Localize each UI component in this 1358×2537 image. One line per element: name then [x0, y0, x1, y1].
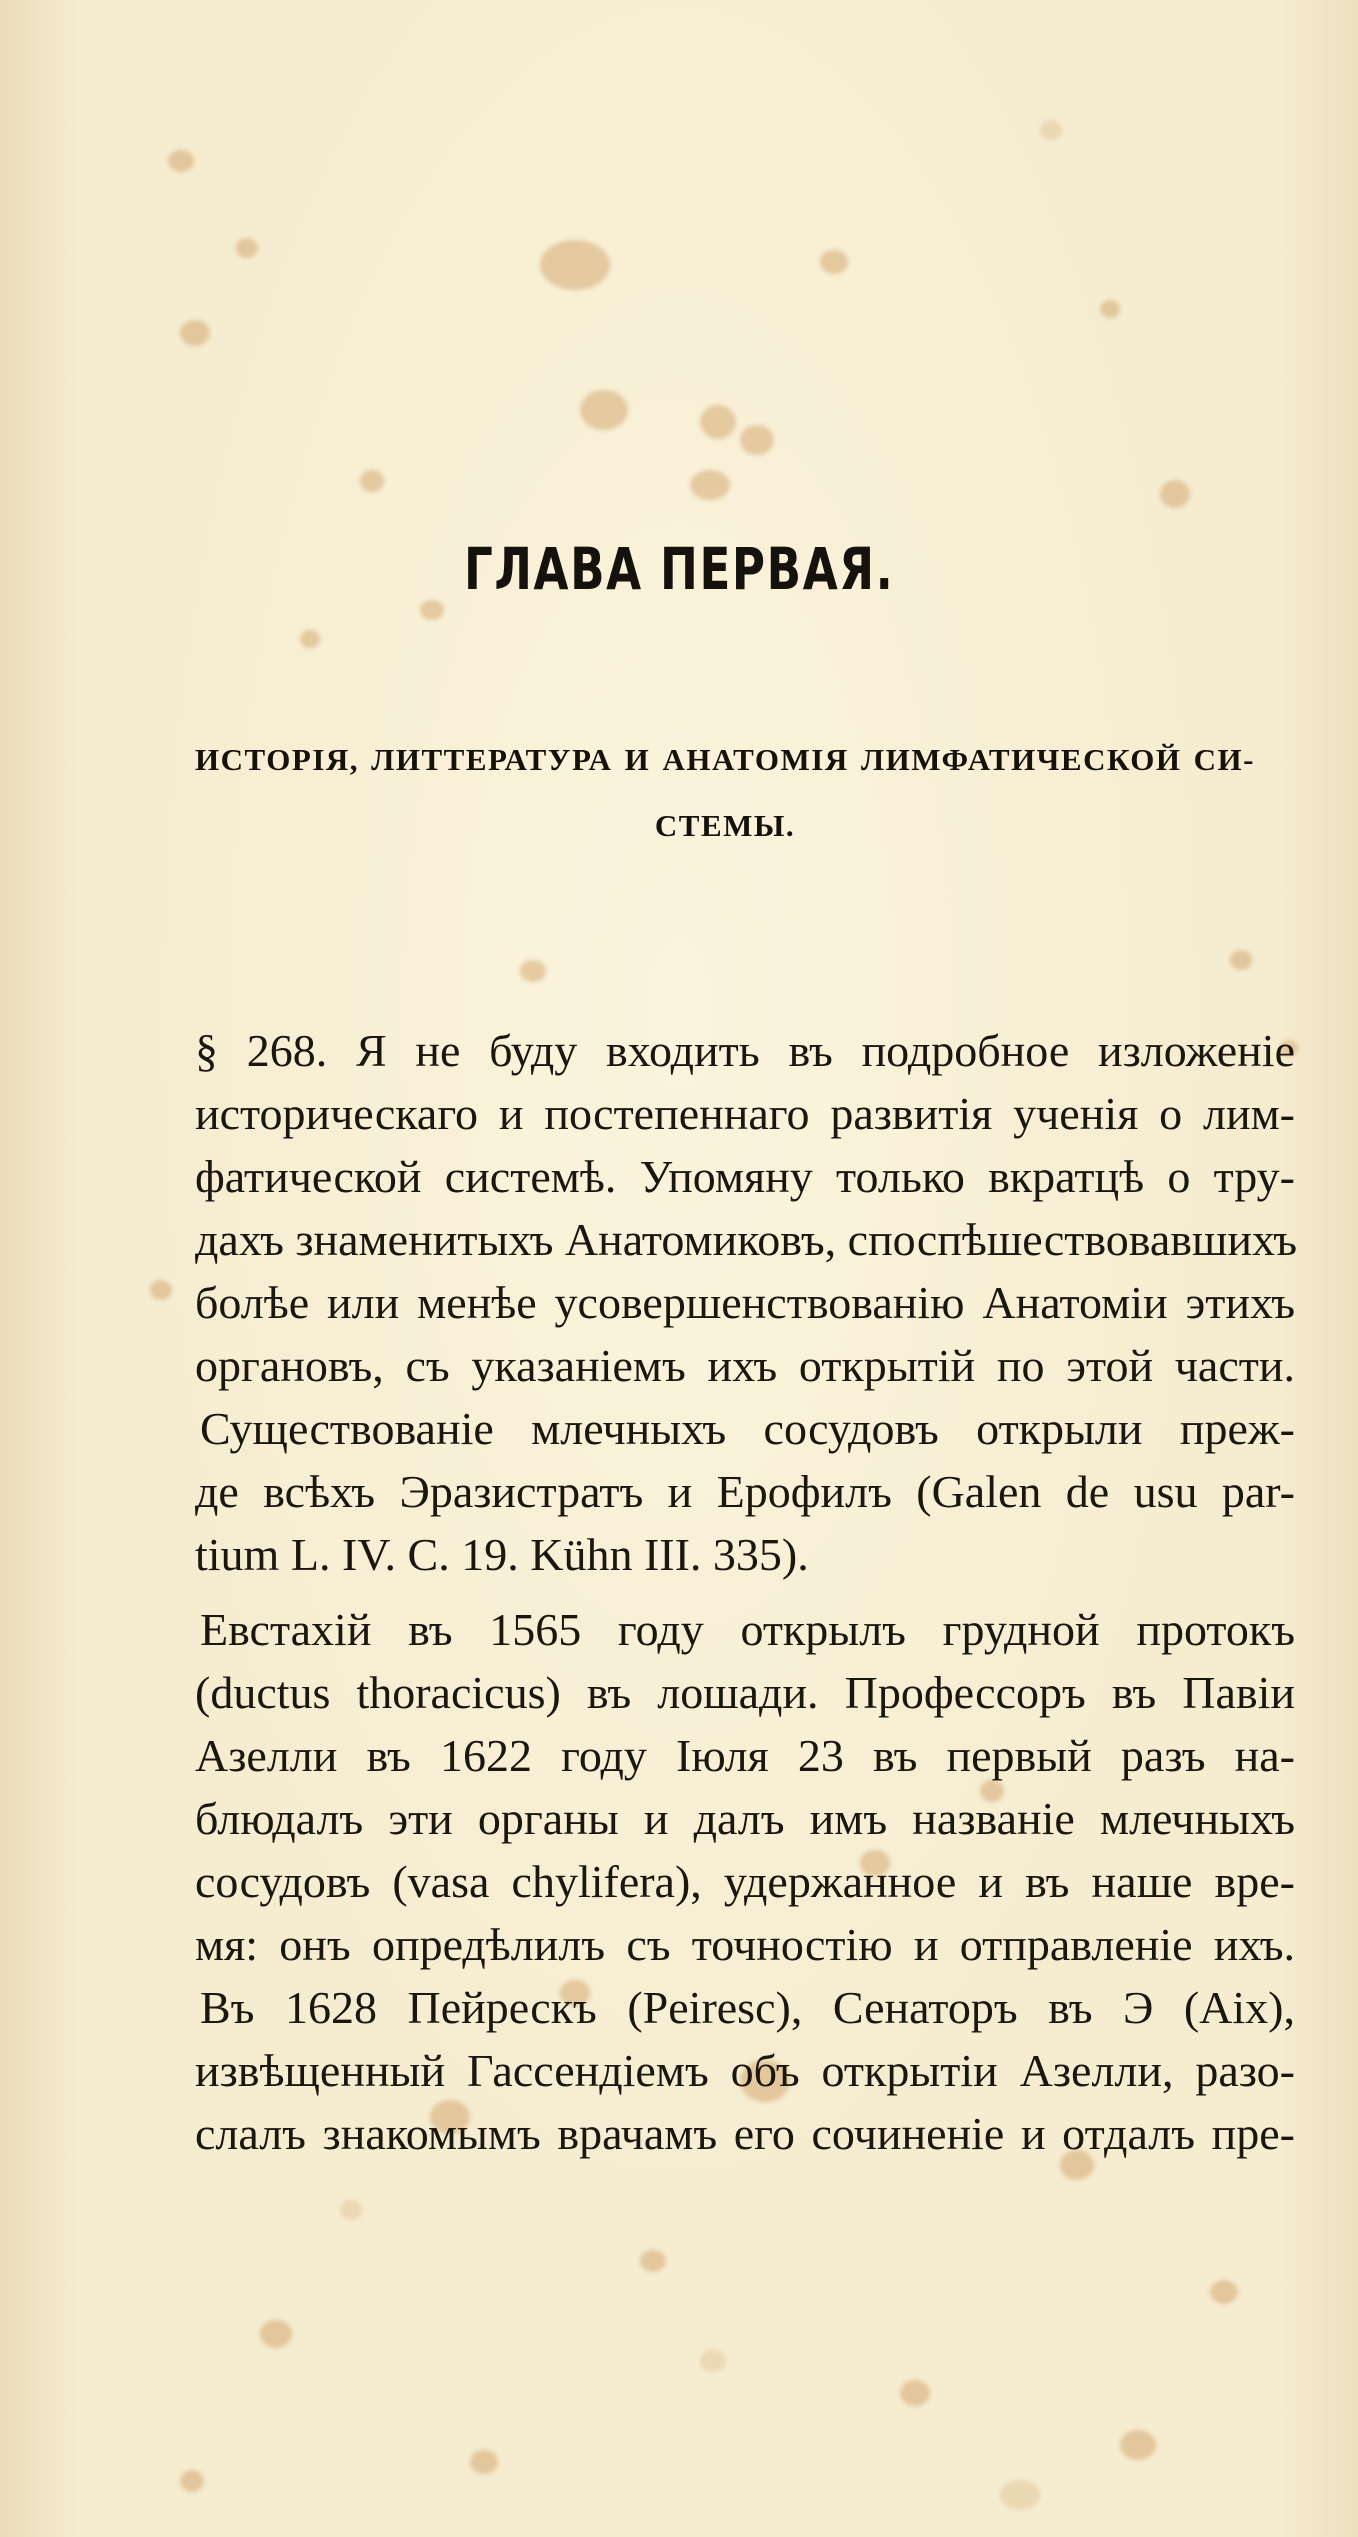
body-line-17: извѣщенный Гассендіемъ объ открытіи Азелли, разо- [195, 2045, 1295, 2096]
foxing-spot [1120, 2430, 1156, 2460]
foxing-spot [520, 960, 546, 982]
foxing-spot [180, 2470, 204, 2492]
body-line-8: де всѣхъ Эразистратъ и Ерофилъ (Galen de usu par- [195, 1466, 1295, 1517]
body-line-9: tium L. IV. C. 19. Kühn III. 335). [195, 1529, 809, 1580]
foxing-spot [1040, 120, 1062, 140]
body-line-1: § 268. Я не буду входить въ подробное изложеніе [195, 1025, 1295, 1076]
chapter-title: ГЛАВА ПЕРВАЯ. [464, 535, 895, 603]
body-line-14: сосудовъ (vasa chylifera), удержанное и въ наше вре- [195, 1856, 1295, 1907]
foxing-spot [700, 2350, 726, 2372]
body-line-13: блюдалъ эти органы и далъ имъ названіе млечныхъ [195, 1793, 1295, 1844]
foxing-spot [360, 470, 384, 492]
body-line-4: дахъ знаменитыхъ Анатомиковъ, споспѣшествовавшихъ [195, 1214, 1298, 1265]
foxing-spot [340, 2200, 362, 2220]
body-line-12: Азелли въ 1622 году Іюля 23 въ первый разъ на- [195, 1730, 1295, 1781]
body-line-7: Существованіе млечныхъ сосудовъ открыли преж- [200, 1403, 1295, 1454]
section-title-line-2: СТЕМЫ. [654, 808, 796, 843]
body-line-6: органовъ, съ указаніемъ ихъ открытій по этой части. [195, 1340, 1295, 1391]
body-line-18: слалъ знакомымъ врачамъ его сочиненіе и отдалъ пре- [195, 2108, 1295, 2159]
foxing-spot [150, 1280, 172, 1300]
foxing-spot [1160, 480, 1190, 508]
foxing-spot [690, 470, 730, 500]
body-line-10: Евстахій въ 1565 году открылъ грудной протокъ [200, 1604, 1295, 1655]
foxing-spot [420, 600, 444, 620]
foxing-spot [168, 150, 194, 172]
section-title-line-1: ИСТОРІЯ, ЛИТТЕРАТУРА И АНАТОМІЯ ЛИМФАТИЧЕСКОЙ СИ- [195, 742, 1255, 777]
foxing-spot [180, 320, 210, 346]
body-line-15: мя: онъ опредѣлилъ съ точностію и отправленіе ихъ. [195, 1919, 1295, 1970]
foxing-spot [580, 390, 628, 430]
foxing-spot [540, 240, 610, 290]
body-line-3: фатической системѣ. Упомяну только вкратцѣ о тру- [195, 1151, 1295, 1202]
foxing-spot [820, 250, 848, 274]
foxing-spot [1100, 300, 1120, 318]
foxing-spot [236, 238, 258, 258]
foxing-spot [1230, 950, 1252, 970]
foxing-spot [470, 2450, 498, 2474]
body-line-2: историческаго и постепеннаго развитія ученія о лим- [195, 1088, 1295, 1139]
foxing-spot [640, 2250, 666, 2272]
body-line-5: болѣе или менѣе усовершенствованію Анатоміи этихъ [195, 1277, 1295, 1328]
foxing-spot [700, 405, 736, 439]
foxing-spot [260, 2320, 292, 2348]
body-line-11: (ductus thoracicus) въ лошади. Профессоръ въ Павіи [195, 1667, 1295, 1718]
body-line-16: Въ 1628 Пейрескъ (Peiresc), Сенаторъ въ Э (Aix), [200, 1982, 1295, 2033]
foxing-spot [900, 2380, 930, 2406]
foxing-spot [1000, 2480, 1040, 2510]
foxing-spot [1210, 2280, 1238, 2304]
foxing-spot [740, 425, 774, 455]
foxing-spot [300, 630, 320, 648]
